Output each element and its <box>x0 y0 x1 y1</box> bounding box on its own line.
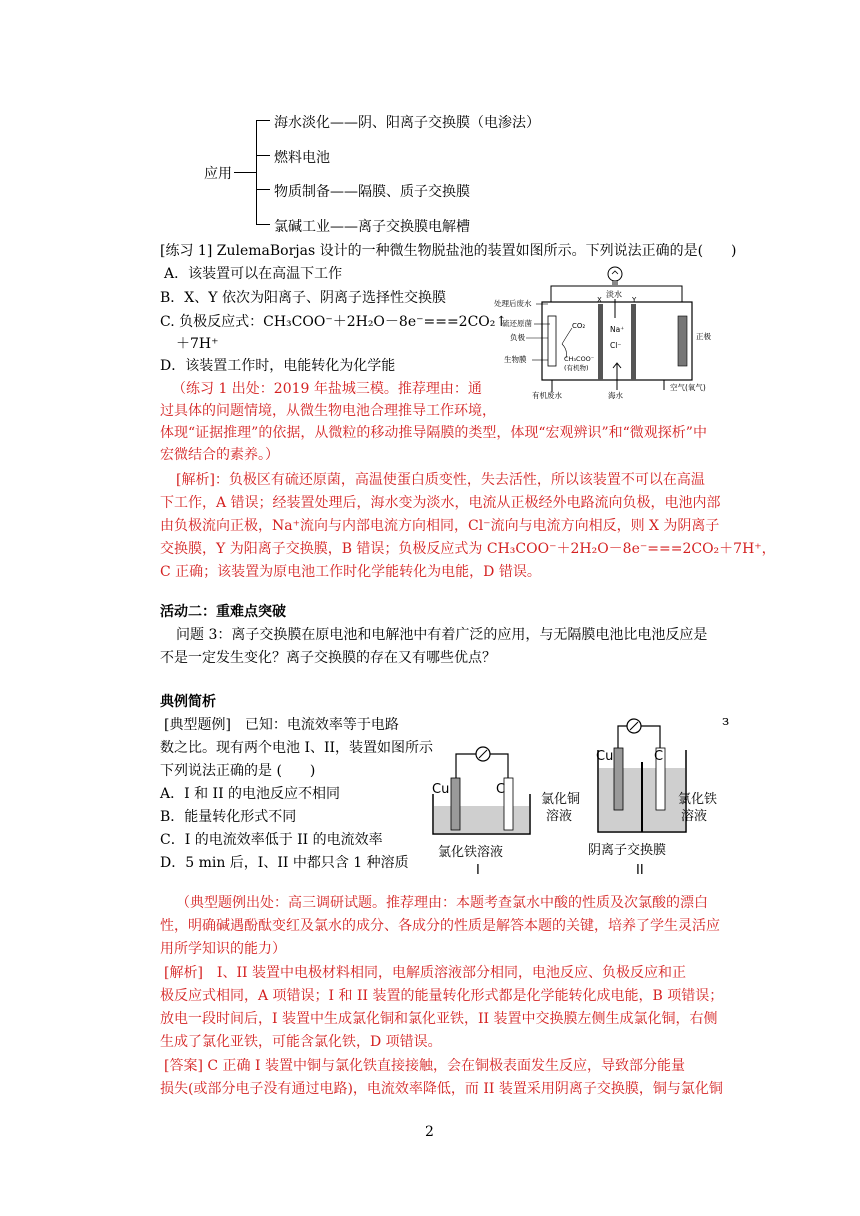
exercise-option-cont: ＋7H⁺ <box>176 336 219 352</box>
example-option: D．5 min 后，I、II 中都只含 1 种溶质 <box>160 855 409 871</box>
organic-label: (有机物) <box>564 364 589 372</box>
example-stem-line: [典型题例] 已知：电流效率等于电路 <box>164 717 399 733</box>
positive-label: 正极 <box>696 332 711 341</box>
example-answer-line: [答案] C 正确 I 装置中铜与氯化铁直接接触，会在铜极表面发生反应，导致部分能量 <box>164 1058 685 1074</box>
exercise-source-line: 过具体的问题情境，从微生物电池合理推导工作环境， <box>160 403 496 419</box>
page-number: 2 <box>425 1124 434 1140</box>
bottom-label: 空气(氧气) <box>670 383 706 392</box>
tree-tick <box>256 120 270 121</box>
membrane-x <box>598 304 603 380</box>
exercise-analysis-line: 交换膜，Y 为阳离子交换膜，B 错误；负极反应式为 CH₃COO⁻＋2H₂O－8e⁻===2CO₂＋7H⁺， <box>160 541 776 557</box>
tree-root-label: 应用 <box>204 166 232 182</box>
example-analysis-line: 生成了氯化亚铁，可能含氯化铁，D 项错误。 <box>160 1034 442 1050</box>
solution-one-label: 氯化铁溶液 <box>438 845 504 860</box>
c-electrode <box>504 778 513 830</box>
tree-item: 氯碱工业——离子交换膜电解槽 <box>274 219 470 235</box>
exercise-option: D．该装置工作时，电能转化为化学能 <box>160 358 396 374</box>
right-solution-label: 氯化铁 <box>678 792 718 807</box>
tree-connector <box>234 172 256 173</box>
desalination-cell-figure <box>492 262 730 400</box>
left-solution-label: 溶液 <box>546 809 573 824</box>
exercise-stem: [练习 1] ZulemaBorjas 设计的一种微生物脱盐池的装置如图所示。下列说法正确的是( ) <box>160 243 737 259</box>
example-option: B．能量转化形式不同 <box>160 809 297 825</box>
example-source-line: 性，明确碱遇酚酞变红及氯水的成分、各成分的性质是解答本题的关键，培养了学生灵活应 <box>160 918 720 934</box>
right-solution-label: 溶液 <box>681 809 708 824</box>
cu-label: Cu <box>432 782 450 797</box>
cell-two <box>541 719 717 878</box>
cut-text-fragment: з <box>722 714 730 729</box>
c-label: C <box>654 749 664 764</box>
question-line: 问题 3：离子交换膜在原电池和电解池中有着广泛的应用，与无隔膜电池比电池反应是 <box>176 627 708 643</box>
example-stem-line: 下列说法正确的是 ( ) <box>160 763 316 779</box>
membrane-x-label: X <box>597 296 602 304</box>
solution-fill <box>434 806 529 833</box>
exercise-analysis-line: 下工作，A 错误；经装置处理后，海水变为淡水，电流从正极经外电路流向负极，电池内部 <box>160 495 721 511</box>
example-analysis-line: 放电一段时间后，I 装置中生成氯化铜和氯化亚铁，II 装置中交换膜左侧生成氯化铜，右侧 <box>160 1011 718 1027</box>
left-solution-label: 氯化铜 <box>541 792 581 807</box>
ion-cl-label: Cl⁻ <box>610 341 622 350</box>
exercise-option: C. 负极反应式：CH₃COO⁻＋2H₂O－8e⁻===2CO₂↑ <box>160 314 508 330</box>
tree-brace <box>256 120 257 225</box>
bottom-label: 有机废水 <box>532 391 562 400</box>
co2-label: CO₂ <box>572 322 586 330</box>
example-answer-line: 损失(或部分电子没有通过电路)，电流效率降低，而 II 装置采用阴离子交换膜，铜与氯化铜 <box>160 1081 723 1097</box>
exercise-option: A．该装置可以在高温下工作 <box>164 266 343 282</box>
bulb-icon <box>608 267 622 281</box>
question-line: 不是一定发生变化？离子交换膜的存在又有哪些优点？ <box>160 650 496 666</box>
exercise-source-line: （练习 1 出处：2019 年盐城三模。推荐理由：通 <box>172 381 482 397</box>
left-label: 处理后废水 <box>494 299 532 308</box>
positive-electrode <box>678 316 687 366</box>
left-label: 硫还原菌 <box>502 319 532 328</box>
example-title: 典例简析 <box>160 694 216 710</box>
organic-label: CH₃COO⁻ <box>564 355 595 363</box>
fresh-water-label: 淡水 <box>606 290 622 299</box>
example-analysis-line: [解析] I、II 装置中电极材料相同，电解质溶液部分相同，电池反应、负极反应和正 <box>164 965 686 981</box>
membrane-y-label: Y <box>632 296 637 304</box>
exercise-analysis-line: 由负极流向正极，Na⁺流向与内部电流方向相同，Cl⁻流向与电流方向相反，则 X 为阴离子 <box>160 518 720 534</box>
cu-electrode <box>614 748 623 810</box>
negative-electrode <box>548 316 556 366</box>
exercise-option: B．X、Y 依次为阳离子、阴离子选择性交换膜 <box>160 290 446 306</box>
galvanic-cells-figure <box>428 708 724 878</box>
exercise-analysis-line: [解析]：负极区有硫还原菌，高温使蛋白质变性，失去活性，所以该装置不可以在高温 <box>176 472 705 488</box>
example-source-line: 用所学知识的能力） <box>160 941 286 957</box>
cu-label: Cu <box>596 749 614 764</box>
exercise-analysis-line: C 正确；该装置为原电池工作时化学能转化为电能，D 错误。 <box>160 564 541 580</box>
exercise-source-line: 宏微结合的素养。） <box>160 447 279 463</box>
activity-title: 活动二：重难点突破 <box>160 604 286 620</box>
cu-electrode <box>451 778 460 830</box>
cell-one <box>432 747 530 878</box>
bottom-label: 海水 <box>608 391 623 400</box>
exercise-source-line: 体现“证据推理”的依据，从微粒的移动推导隔膜的类型，体现“宏观辨识”和“微观探析”中 <box>160 425 707 441</box>
example-option: C．I 的电流效率低于 II 的电流效率 <box>160 832 383 848</box>
example-stem-line: 数之比。现有两个电池 I、II，装置如图所示 <box>160 740 434 756</box>
example-option: A．I 和 II 的电池反应不相同 <box>160 786 341 802</box>
c-label: C <box>496 782 506 797</box>
cell-one-label: I <box>476 863 480 878</box>
example-source-line: （典型题例出处：高三调研试题。推荐理由：本题考查氯水中酸的性质及次氯酸的漂白 <box>176 895 708 911</box>
membrane-y <box>631 304 636 380</box>
membrane-label: 阴离子交换膜 <box>588 843 667 858</box>
example-analysis-line: 极反应式相同，A 项错误；I 和 II 装置的能量转化形式都是化学能转化成电能，B 项错误； <box>160 988 724 1004</box>
cell-two-label: II <box>636 863 644 878</box>
tree-tick <box>256 224 270 225</box>
tree-item: 燃料电池 <box>274 150 330 166</box>
tree-tick <box>256 189 270 190</box>
tree-item: 物质制备——隔膜、质子交换膜 <box>274 184 470 200</box>
left-label: 生物膜 <box>504 355 527 364</box>
ion-na-label: Na⁺ <box>610 325 625 334</box>
tree-tick <box>256 155 270 156</box>
left-label: 负极 <box>510 333 525 342</box>
tree-item: 海水淡化——阴、阳离子交换膜（电渗法） <box>274 115 540 131</box>
